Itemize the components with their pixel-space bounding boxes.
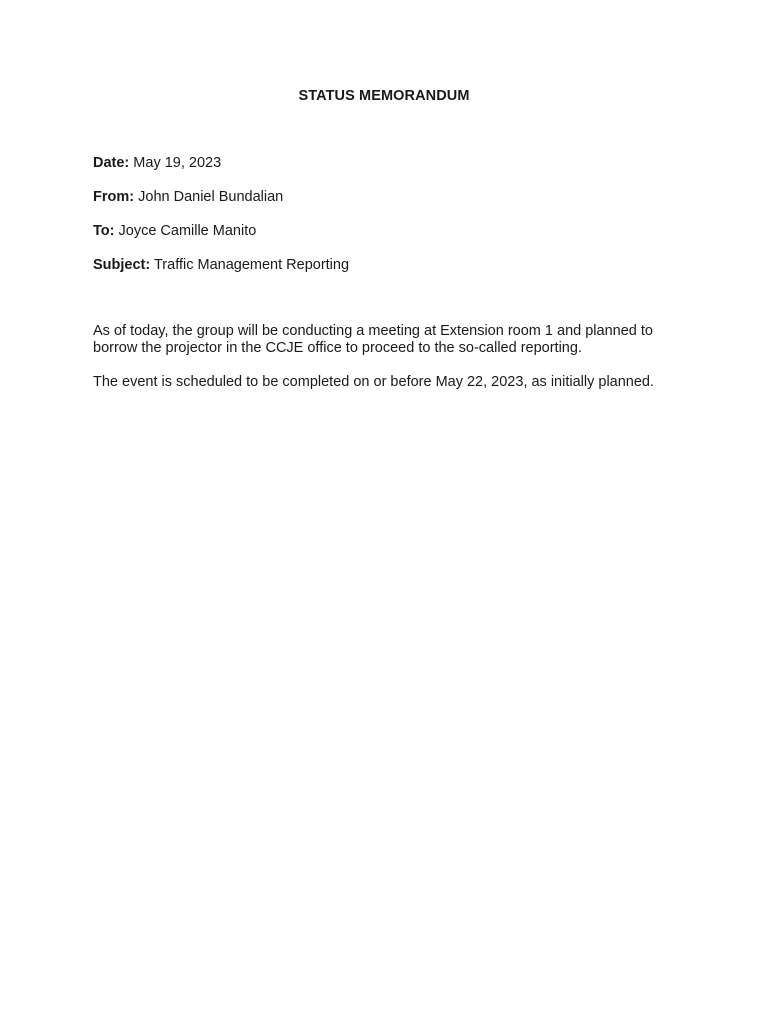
date-line xyxy=(93,154,693,172)
subject-line xyxy=(93,256,693,274)
from-value: John Daniel Bundalian xyxy=(138,189,284,205)
from-line xyxy=(93,188,693,206)
to-label: To: xyxy=(93,223,115,239)
to-value: Joyce Camille Manito xyxy=(118,223,257,239)
memo-header xyxy=(93,154,693,290)
body-paragraph-1: As of today, the group will be conducting a meeting at Extension room 1 and planned to borrow the projector in the CCJE office to proceed to the so-called reporting. xyxy=(93,323,653,356)
subject-value: Traffic Management Reporting xyxy=(153,257,350,273)
to-line xyxy=(93,222,693,240)
date-value: May 19, 2023 xyxy=(133,155,222,171)
body-paragraph-2: The event is scheduled to be completed on or before May 22, 2023, as initially planned. xyxy=(93,374,655,390)
memo-title: STATUS MEMORANDUM xyxy=(298,88,470,104)
from-label: From: xyxy=(93,189,135,205)
subject-label: Subject: xyxy=(93,257,151,273)
memo-body xyxy=(93,323,683,408)
date-label: Date: xyxy=(93,155,130,171)
